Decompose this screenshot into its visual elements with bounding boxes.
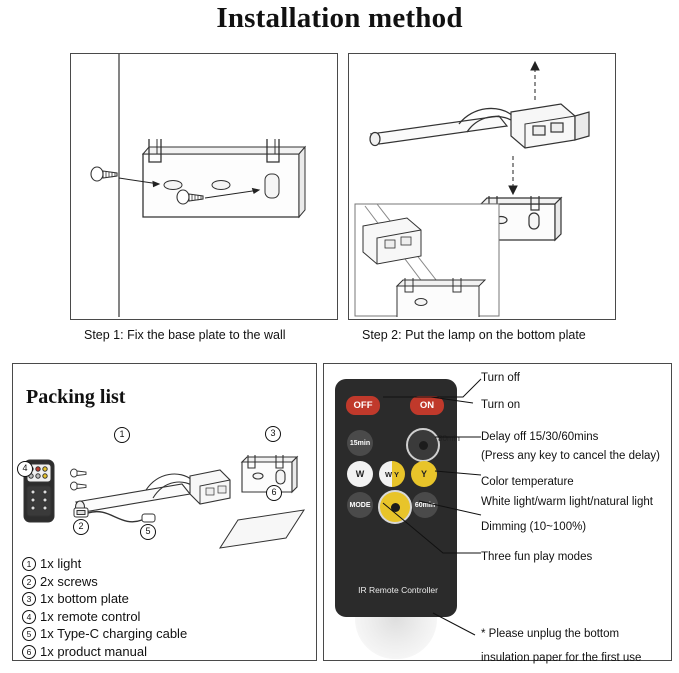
remote-on-button[interactable]: ON [410,396,444,415]
packing-marker-5: 5 [140,524,156,540]
packing-list-items [22,555,187,660]
packing-item-1 [22,555,187,573]
packing-marker-4: 4 [17,461,33,477]
step2-illustration-panel [348,53,616,320]
remote-device-label: IR Remote Controller [358,585,438,595]
packing-item-3 [22,590,187,608]
packing-item-6-num: 6 [22,645,36,659]
packing-item-6-label: 1x product manual [40,643,147,659]
callout-turn-on: Turn on [481,399,521,411]
remote-30min-dial[interactable] [406,428,440,462]
callout-delay-cancel: (Press any key to cancel the delay) [481,450,660,462]
packing-item-4-label: 1x remote control [40,608,141,624]
packing-item-5-num: 5 [22,627,36,641]
remote-mode-button[interactable]: MODE [347,492,373,518]
packing-marker-1: 1 [114,427,130,443]
step2-drawing [349,54,613,317]
packing-marker-3: 3 [265,426,281,442]
step1-caption: Step 1: Fix the base plate to the wall [84,328,286,342]
remote-60min-button[interactable]: 60min [412,492,438,518]
remote-30min-label: 30min [438,434,460,443]
packing-item-5 [22,625,187,643]
remote-white-button[interactable]: W [347,461,373,487]
packing-marker-2: 2 [73,519,89,535]
callout-fun-modes: Three fun play modes [481,551,593,563]
page-title: Installation method [216,2,463,34]
step1-illustration-panel [70,53,338,320]
packing-marker-6: 6 [266,485,282,501]
packing-item-2-label: 2x screws [40,573,98,589]
remote-warm-white-button[interactable]: W Y [379,461,405,487]
callout-dimming: Dimming (10~100%) [481,521,587,533]
packing-item-6 [22,643,187,661]
insulation-note-line1: * Please unplug the bottom [481,628,620,640]
step1-drawing [71,54,335,317]
callout-turn-off: Turn off [481,372,520,384]
packing-item-3-num: 3 [22,592,36,606]
packing-item-1-label: 1x light [40,556,82,571]
callout-color-temperature: Color temperature [481,476,574,488]
packing-list-title: Packing list [26,386,126,408]
remote-15min-button[interactable]: 15min [347,430,373,456]
callout-light-modes: White light/warm light/natural light [481,496,653,508]
remote-dimming-dial[interactable] [378,490,412,524]
remote-off-button[interactable]: OFF [346,396,380,415]
remote-yellow-button[interactable]: Y [411,461,437,487]
packing-item-2 [22,573,187,591]
packing-item-3-label: 1x bottom plate [40,591,129,606]
insulation-note-line2: insulation paper for the first use [481,652,642,664]
packing-item-4 [22,608,187,626]
packing-item-5-label: 1x Type-C charging cable [40,626,188,641]
packing-item-2-num: 2 [22,575,36,589]
callout-delay-off: Delay off 15/30/60mins [481,431,599,443]
step2-caption: Step 2: Put the lamp on the bottom plate [362,328,586,342]
packing-item-4-num: 4 [22,610,36,624]
packing-item-1-num: 1 [22,557,36,571]
